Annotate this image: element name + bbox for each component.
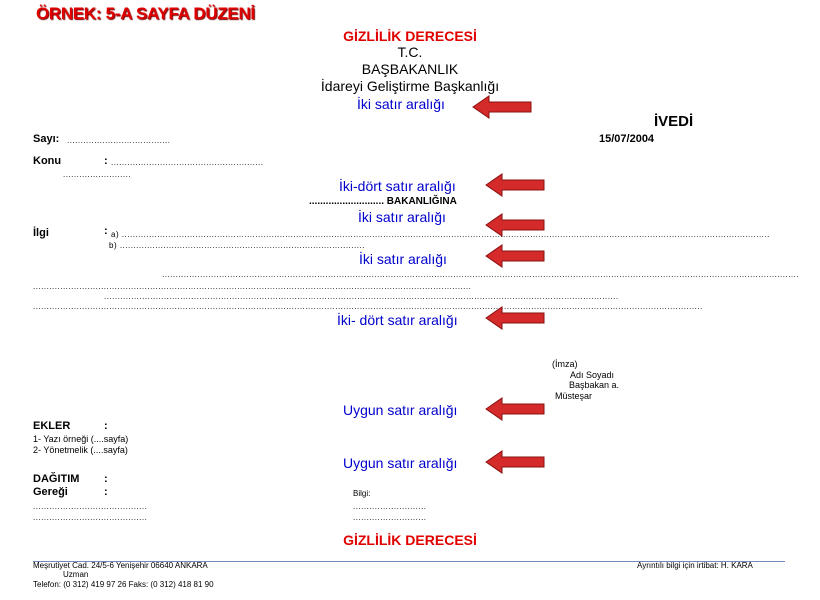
- annotation-two-four-lines-1: İki-dört satır aralığı: [339, 178, 456, 194]
- arrow-left-icon: [473, 96, 533, 118]
- signature-name: Adı Soyadı: [570, 370, 615, 380]
- bilgi-label: Bilgi:: [353, 489, 371, 498]
- arrow-left-icon: [486, 245, 546, 267]
- konu-label: Konu: [33, 155, 62, 167]
- addressee-line: ........................... BAKANLIĞINA: [309, 196, 457, 207]
- geregi-colon: :: [104, 486, 108, 498]
- body-dots-3: .............................................................................................................................................................................................: [104, 292, 619, 301]
- dagitim-colon: :: [104, 473, 108, 485]
- footer-address: Meşrutiyet Cad. 24/5-6 Yenişehir 06640 ANKARA: [33, 561, 208, 570]
- arrow-left-icon: [486, 451, 546, 473]
- ekler-item-2: 2- Yönetmelik (....sayfa): [33, 445, 128, 455]
- annotation-two-lines-1: İki satır aralığı: [357, 96, 445, 112]
- dagitim-dots-left-2: ..........................................: [33, 513, 148, 522]
- konu-dots-1: ........................................................: [111, 158, 264, 167]
- arrow-left-icon: [486, 174, 546, 196]
- arrow-left-icon: [486, 214, 546, 236]
- ilgi-label: İlgi: [33, 227, 49, 239]
- annotation-suitable-1: Uygun satır aralığı: [343, 402, 458, 418]
- body-dots-4: ......................................................................................................................................................................................................................................................: [33, 302, 703, 311]
- konu-colon: :: [104, 155, 108, 167]
- page-title: ÖRNEK: 5-A SAYFA DÜZENİ: [36, 4, 255, 23]
- footer-uzman: Uzman: [63, 570, 89, 579]
- ilgi-b-dots: b) ..........................................................................................: [109, 241, 365, 250]
- dagitim-dots-left-1: ..........................................: [33, 502, 148, 511]
- sayi-label: Sayı:: [33, 133, 60, 145]
- ilgi-a-dots: a) ..............................................................................................................................................................................................................................................: [111, 230, 770, 239]
- ekler-label: EKLER: [33, 420, 71, 432]
- date-text: 15/07/2004: [599, 133, 655, 145]
- header-line-ministry: BAŞBAKANLIK: [361, 61, 459, 77]
- annotation-two-four-lines-2: İki- dört satır aralığı: [337, 312, 458, 328]
- ekler-colon: :: [104, 420, 108, 432]
- footer-contact: Ayrıntılı bilgi için irtibat: H. KARA: [637, 561, 753, 570]
- ilgi-colon: :: [104, 225, 108, 237]
- header-line-department: İdareyi Geliştirme Başkanlığı: [320, 78, 500, 94]
- sayi-dots: ......................................: [67, 136, 171, 145]
- annotation-suitable-2: Uygun satır aralığı: [343, 455, 458, 471]
- dagitim-label: DAĞITIM: [33, 473, 80, 485]
- dagitim-dots-right-2: ...........................: [353, 513, 427, 522]
- annotation-two-lines-2: İki satır aralığı: [358, 209, 446, 225]
- signature-title-1: Başbakan a.: [569, 380, 620, 390]
- geregi-label: Gereği: [33, 486, 68, 498]
- classification-top: GİZLİLİK DERECESİ: [343, 28, 477, 44]
- dagitim-dots-right-1: ...........................: [353, 502, 427, 511]
- arrow-left-icon: [486, 307, 546, 329]
- header-line-tc: T.C.: [397, 44, 423, 60]
- ekler-item-1: 1- Yazı örneği (....sayfa): [33, 434, 129, 444]
- konu-dots-2: .........................: [63, 170, 132, 179]
- arrow-left-icon: [486, 398, 546, 420]
- signature-title-2: Müsteşar: [555, 391, 593, 401]
- footer-phone: Telefon: (0 312) 419 97 26 Faks: (0 312) 418 81 90: [33, 580, 214, 589]
- body-dots-1: ..........................................................................................................................................................................................................................................: [162, 270, 800, 279]
- annotation-two-lines-3: İki satır aralığı: [359, 251, 447, 267]
- classification-bottom: GİZLİLİK DERECESİ: [343, 532, 477, 548]
- priority-label: İVEDİ: [654, 113, 694, 130]
- signature-imza: (İmza): [552, 359, 578, 369]
- body-dots-2: .................................................................................................................................................................: [33, 282, 472, 291]
